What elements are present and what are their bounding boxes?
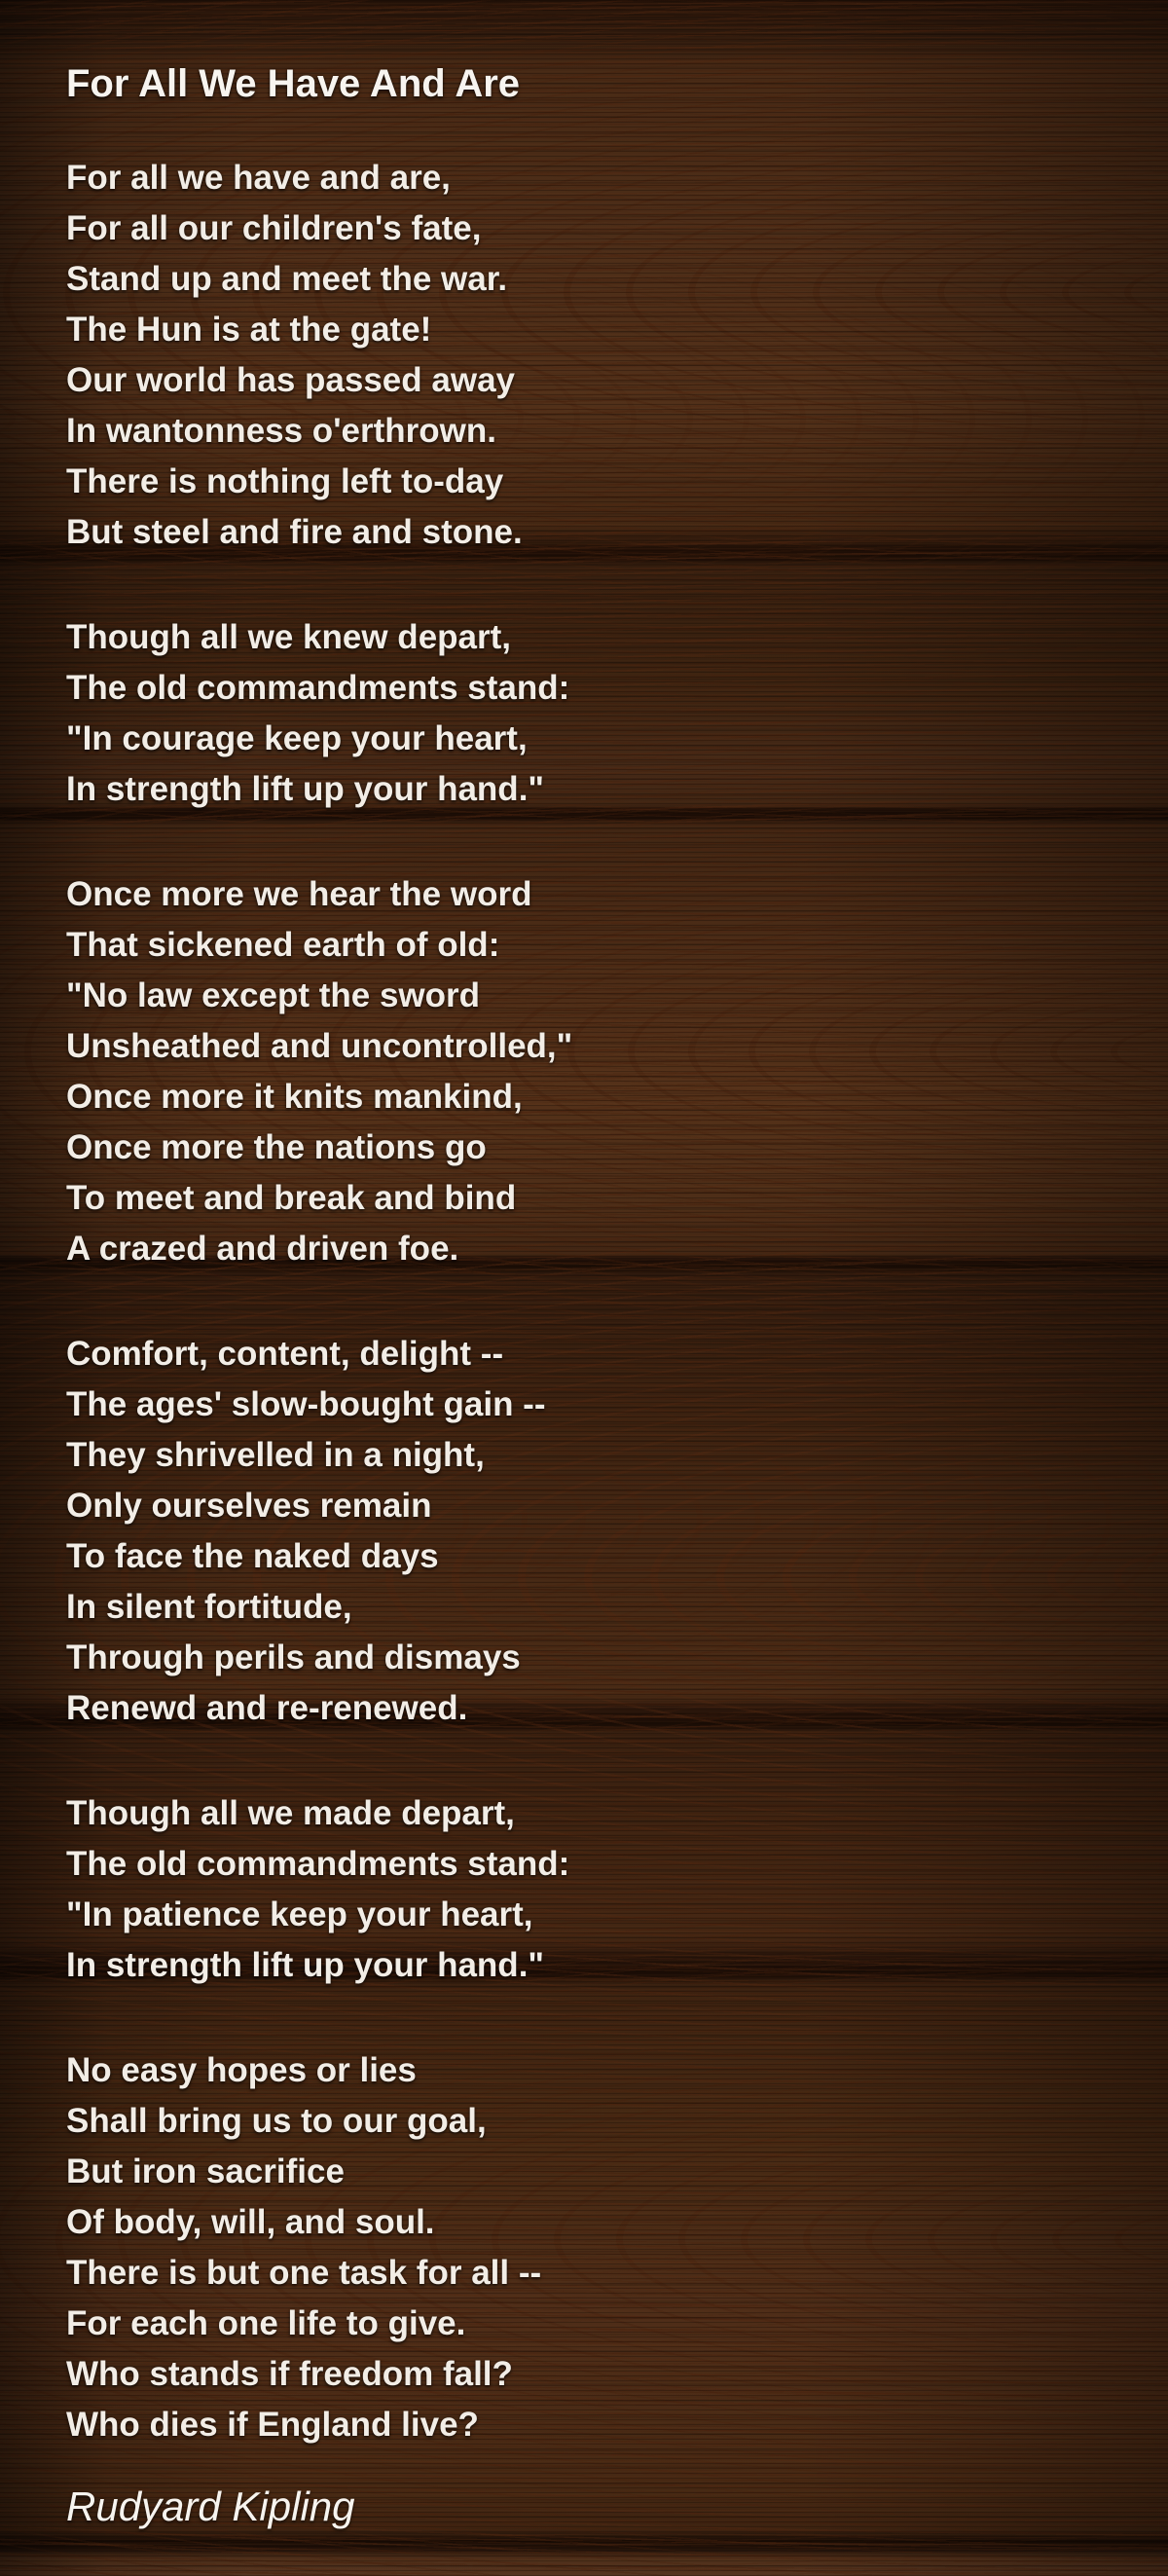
poem-line: Stand up and meet the war. (66, 260, 508, 298)
poem-line: No easy hopes or lies (66, 2051, 417, 2089)
poem-line: For all we have and are, (66, 159, 451, 197)
poem-title: For All We Have And Are (66, 62, 521, 105)
poem-line: In strength lift up your hand." (66, 1946, 545, 1984)
poem-line: But steel and fire and stone. (66, 513, 523, 551)
poem-line: Through perils and dismays (66, 1638, 521, 1676)
poem-line: Of body, will, and soul. (66, 2203, 435, 2241)
poem-line: Once more we hear the word (66, 875, 532, 913)
poem-line: "In courage keep your heart, (66, 719, 528, 757)
poem-line: In strength lift up your hand." (66, 770, 545, 808)
poem-line: But iron sacrifice (66, 2153, 345, 2190)
poem-line: In wantonness o'erthrown. (66, 412, 496, 450)
poem-line: That sickened earth of old: (66, 926, 500, 964)
stanza (66, 2045, 1110, 2450)
poem-line: There is but one task for all -- (66, 2254, 542, 2292)
poem-line: The old commandments stand: (66, 1845, 570, 1883)
poem-line: Though all we knew depart, (66, 618, 511, 656)
poem-line: Though all we made depart, (66, 1794, 515, 1832)
poem-author: Rudyard Kipling (66, 2484, 355, 2529)
stanza (66, 869, 1110, 1274)
poem-line: There is nothing left to-day (66, 462, 504, 500)
poem-line: Our world has passed away (66, 361, 515, 399)
stanza (66, 1788, 1110, 1991)
poem-page (66, 0, 1110, 2534)
poem-line: The ages' slow-bought gain -- (66, 1385, 546, 1423)
poem-line: "In patience keep your heart, (66, 1895, 533, 1933)
poem-line: Only ourselves remain (66, 1487, 432, 1525)
poem-line: Who dies if England live? (66, 2406, 479, 2444)
stanza (66, 612, 1110, 815)
poem-line: The old commandments stand: (66, 669, 570, 707)
poem-line: To meet and break and bind (66, 1179, 517, 1217)
poem-line: Once more it knits mankind, (66, 1078, 523, 1116)
poem-line: Renewd and re-renewed. (66, 1689, 468, 1727)
stanza (66, 153, 1110, 558)
poem-line: A crazed and driven foe. (66, 1230, 459, 1268)
poem-line: "No law except the sword (66, 976, 481, 1014)
stanza (66, 1329, 1110, 1734)
poem-line: Unsheathed and uncontrolled," (66, 1027, 573, 1065)
poem-line: For all our children's fate, (66, 209, 482, 247)
poem-line: For each one life to give. (66, 2304, 466, 2342)
poem-line: In silent fortitude, (66, 1588, 352, 1626)
poem-line: They shrivelled in a night, (66, 1436, 485, 1474)
poem-line: Who stands if freedom fall? (66, 2355, 513, 2393)
poem-line: To face the naked days (66, 1537, 439, 1575)
poem-line: The Hun is at the gate! (66, 311, 432, 349)
poem-line: Shall bring us to our goal, (66, 2102, 487, 2140)
poem-line: Comfort, content, delight -- (66, 1335, 504, 1373)
poem-line: Once more the nations go (66, 1128, 487, 1166)
poem (66, 153, 1110, 2450)
